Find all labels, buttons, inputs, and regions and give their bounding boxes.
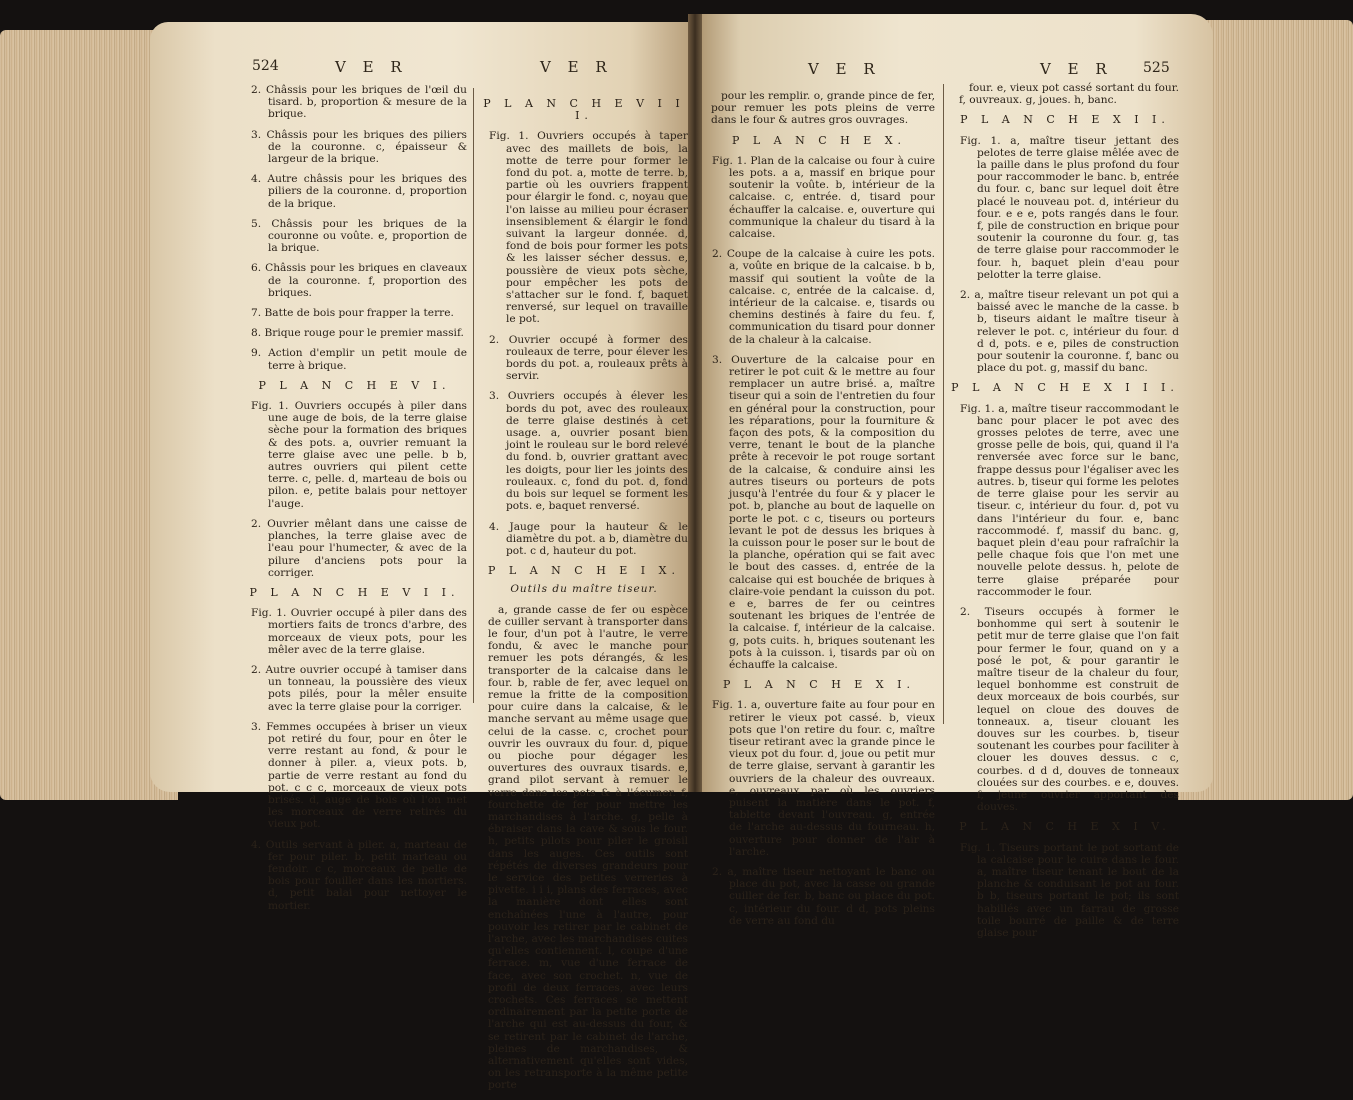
plate-heading: P L A N C H E X. <box>731 133 907 147</box>
paragraph: pour les remplir. o, grande pince de fer, pour remuer les pots pleins de verre dans le four & autres gros ouvrages. <box>711 90 935 127</box>
figure-entry: 4. Autre châssis pour les briques des piliers de la couronne. d, proportion de la brique. <box>251 173 467 210</box>
figure-entry: Fig. 1. Plan de la calcaise ou four à cuire les pots. a a, massif en brique pour soutenir la voûte. b, intérieur de la calcaise. c, entrée. d, tisard pour échauffer la calcaise. e, ouverture qui communique la chaleur du tisard à la calcaise. <box>712 154 935 241</box>
figure-entry: 2. Ouvrier occupé à former des rouleaux de terre, pour élever les bords du pot. a, rouleaux prêts à servir. <box>489 333 688 383</box>
figure-entry: 2. a, maître tiseur relevant un pot qui a baissé avec le manche de la casse. b b, tiseurs aidant le maître tiseur à relever le pot. c, intérieur du four. d d d, pots. e e, piles de construction pour soutenir la couronne. f, banc ou place du pot. g, massif du banc. <box>960 289 1179 375</box>
figure-entry: 3. Ouverture de la calcaise pour en retirer le pot cuit & le mettre au four remplacer un autre brisé. a, maître tiseur qui a soin de l'entretien du four en général pour la construction, pour les réparations, pour la fourniture & façon des pots, & la composition du verre, tenant le bout de la planche prête à recevoir le pot rouge sortant de la calcaise, & conduire ainsi les autres tiseurs ou porteurs de pots jusqu'à l'entrée du four & y placer le pot. b, planche au bout de laquelle on porte le pot. c c, tiseurs ou porteurs levant le pot de dessus les briques à la cuisson pour le poser sur le bout de la planche, opération qui se fait avec le bout des casses. d, entrée de la calcaise qui est bouchée de briques à claire-voie pendant la cuisson du pot. e e, barres de fer ou ceintres soutenant les briques de l'entrée de la calcaise. f, intérieur de la calcaise. g, pots cuits. h, briques soutenant les pots à la cuisson. i, tisards par où on échauffe la calcaise. <box>712 353 935 671</box>
figure-entry: 2. a, maître tiseur nettoyant le banc ou place du pot, avec la casse ou grande cuiller de fer. b, banc ou place du pot. c, intérieur du four. d d, pots pleins de verre au fond du <box>712 865 935 927</box>
left-page-column-2 <box>480 92 688 1100</box>
figure-entry: 9. Action d'emplir un petit moule de terre à brique. <box>251 347 467 372</box>
paragraph: a, grande casse de fer ou espèce de cuiller servant à transporter dans le four, d'un pot à l'autre, le verre fondu, & avec le manche pour remuer les pots dérangés, & les transporter de la calcaise dans le four. b, rable de fer, avec lequel on remue la fritte de la composition pour cuire dans la calcaise, & le manche servant au même usage que celui de la casse. c, crochet pour ouvrir les ouvraux du four. d, pique ou pioche pour dégager les ouvertures des ouvraux tisards. e, grand pilot servant à remuer le verre dans les pots & à l'écumer. f, fourchette de fer pour mettre les marchandises à l'arche. g, pelle à ébraiser dans la cave & sous le four. h, petits pilots pour piler le groisil dans les auges. Ces outils sont répétés de diverses grandeurs pour le service des petites verreries à pivette. i i i, plans des ferraces, avec la manière dont elles sont enchaînées l'une à l'autre, pour pouvoir les retirer par le cabinet de l'arche, avec les marchandises cuites qu'elles contiennent. l, coupe d'une ferrace. m, vue d'une ferrace de face, avec son crochet. n, vue de profil de deux ferraces, avec leurs crochets. Ces ferraces se mettent ordinairement par la petite porte de l'arche qui est au-dessus du four, & se retirent par le cabinet de l'arche, pleines de marchandises, & alternativement qu'elles sont vides, on les retransporte à la même petite porte <box>488 603 688 1092</box>
figure-entry: Fig. 1. Ouvrier occupé à piler dans des mortiers faits de troncs d'arbre, des morceaux de vieux pots, pour les mêler avec de la terre glaise. <box>251 607 467 656</box>
figure-entry: Fig. 1. Ouvriers occupés à taper avec des maillets de bois, la motte de terre pour former le fond du pot. a, motte de terre. b, partie où les ouvriers frappent pour élargir le fond. c, noyau que l'on laisse au milieu pour écraser insensiblement & élargir le fond suivant la largeur donnée. d, fond de bois pour former les pots & les laisser sécher dessus. e, poussière de vieux pots sèche, pour empêcher les pots de s'attacher sur le fond. f, baquet renversé, sur lequel on travaille le pot. <box>489 130 688 326</box>
figure-entry: Fig. 1. a, maître tiseur raccommodant le banc pour placer le pot avec des grosses pelotes de terre, avec une grosse pelle de bois, qui, quand il l'a renversée avec force sur le banc, frappe dessus pour l'égaliser avec les autres. b, tiseur qui forme les pelotes de terre glaise pour les servir au tiseur. c, intérieur du four. d, pot vu dans l'intérieur du four. e, banc raccommodé. f, massif du banc. g, baquet plein d'eau pour rafraîchir la pelle chaque fois que l'on met une nouvelle pelote dessus. h, pelote de terre glaise préparée pour raccommoder le four. <box>960 402 1180 598</box>
left-page <box>150 22 695 1092</box>
right-page <box>693 14 1213 939</box>
figure-entry: 4. Jauge pour la hauteur & le diamètre du pot. a b, diamètre du pot. c d, hauteur du pot. <box>489 520 688 557</box>
figure-entry: Fig. 1. a, ouverture faite au four pour en retirer le vieux pot cassé. b, vieux pots que l'on retire du four. c, maître tiseur retirant avec la grande pince le vieux pot du four. d, joue ou petit mur de terre glaise, servant à garantir les ouvriers de la chaleur des ouvreaux. e, ouvreaux par où les ouvriers puisent la matière dans le pot. f, tablette devant l'ouvreau. g, entrée de l'arche au-dessus du fourneau. h, ouverture pour donner de l'air à l'arche. <box>712 699 935 858</box>
plate-heading: P L A N C H E I X. <box>488 564 680 578</box>
plate-heading: P L A N C H E X I V. <box>959 820 1171 834</box>
figure-entry: 5. Châssis pour les briques de la couronne ou voûte. e, proportion de la brique. <box>251 217 467 255</box>
section-subtitle: Outils du maître tiseur. <box>510 583 658 596</box>
book-gutter <box>688 14 702 792</box>
figure-entry: Fig. 1. Tiseurs portant le pot sortant de la calcaise pour le cuire dans le four. a, maître tiseur tenant le bout de la planche & conduisant le pot au four. b b, tiseurs portant le pot; ils sont habillés avec un farrau de grosse toile bourré de paille & de terre glaise pour <box>960 841 1179 939</box>
plate-heading: P L A N C H E V I I. <box>249 585 460 599</box>
plate-heading: P L A N C H E X I I. <box>960 113 1170 127</box>
figure-entry: 3. Châssis pour les briques des piliers de la couronne. c, épaisseur & largeur de la brique. <box>251 128 467 166</box>
figure-entry: 2. Tiseurs occupés à former le bonhomme qui sert à soutenir le petit mur de terre glaise que l'on fait pour fermer le four, quand on y a posé le pot, & pour garantir le maître tiseur de la chaleur du four, lequel bonhomme est construit de deux morceaux de bois courbés, sur lequel on cloue des douves de tonneaux. a, tiseur clouant les douves sur les courbes. b, tiseur soutenant les courbes pour faciliter à clouer les douves dessus. c c, courbes. d d d, douves de tonneaux clouées sur des courbes. e e, douves. f, jeune ouvrier apportant des douves. <box>960 605 1179 814</box>
figure-entry: 2. Ouvrier mêlant dans une caisse de planches, la terre glaise avec de l'eau pour l'humecter, & avec de la pilure d'anciens pots pour la corriger. <box>251 517 467 579</box>
right-page-column-2 <box>951 82 1179 947</box>
column-rule <box>473 88 474 703</box>
left-running-head-col2: V E R <box>540 58 613 76</box>
figure-entry: Fig. 1. Ouvriers occupés à piler dans une auge de bois, de la terre glaise sèche pour la formation des briques & des pots. a, ouvrier remuant la terre glaise avec une pelle. b b, autres ouvriers qui pilent cette terre. c, pelle. d, marteau de bois ou pilon. e, petite balais pour nettoyer l'auge. <box>251 400 467 510</box>
right-running-head-col2: V E R <box>1040 60 1113 78</box>
figure-entry: 2. Coupe de la calcaise à cuire les pots. a, voûte en brique de la calcaise. b b, massif qui soutient la voûte de la calcaise. c, entrée de la calcaise. d, intérieur de la calcaise. e, tisards ou chemins destinés à faire du feu. f, communication du tisard pour donner de la chaleur à la calcaise. <box>712 248 935 346</box>
figure-entry: 4. Outils servant à piler. a, marteau de fer pour piler. b, petit marteau ou fendoir. c c, morceaux de pelle de bois pour fouiller dans les mortiers. d, petit balai pour nettoyer le mortier. <box>251 838 467 912</box>
right-page-number: 525 <box>1143 60 1170 76</box>
column-rule <box>943 84 944 724</box>
plate-heading: P L A N C H E V I I I. <box>483 97 685 123</box>
figure-entry: 2. Autre ouvrier occupé à tamiser dans un tonneau, la poussière des vieux pots pilés, pour la mêler ensuite avec la terre glaise pour la corriger. <box>251 663 467 713</box>
figure-entry: 7. Batte de bois pour frapper la terre. <box>251 307 454 320</box>
plate-heading: P L A N C H E V I. <box>258 378 451 392</box>
left-running-head: V E R <box>335 58 408 76</box>
figure-entry: 3. Ouvriers occupés à élever les bords du pot, avec des rouleaux de terre glaise destinés à cet usage. a, ouvrier posant bien joint le rouleau sur le bord relevé du fond. b, ouvrier grattant avec les doigts, pour lier les joints des rouleaux. c, fond du pot. d, fond du bois sur lequel se forment les pots. e, baquet renversé. <box>489 390 688 513</box>
figure-entry: 2. Châssis pour les briques de l'œil du tisard. b, proportion & mesure de la brique. <box>251 84 467 121</box>
paragraph: four. e, vieux pot cassé sortant du four. f, ouvreaux. g, joues. h, banc. <box>959 82 1179 107</box>
figure-entry: Fig. 1. a, maître tiseur jettant des pelotes de terre glaise mêlée avec de la paille dans le plus profond du four pour raccommoder le banc. b, entrée du four. c, banc sur lequel doit être placé le nouveau pot. d, intérieur du four. e e e, pots rangés dans le four. f, pile de construction en brique pour soutenir la couronne du four. g, tas de terre glaise pour raccommoder le four. h, baquet plein d'eau pour pelotter la terre glaise. <box>960 134 1179 281</box>
figure-entry: 3. Femmes occupées à briser un vieux pot retiré du four, pour en ôter le verre restant au fond, & pour le donner à piler. a, vieux pots. b, partie de verre restant au fond du pot. c c c, morceaux de vieux pots brisés. d, auge de bois où l'on met les morceaux de verre retirés du vieux pot. <box>251 720 467 831</box>
figure-entry: 8. Brique rouge pour le premier massif. <box>251 327 464 340</box>
plate-heading: P L A N C H E X I I I. <box>951 381 1179 395</box>
figure-entry: 6. Châssis pour les briques en claveaux de la couronne. f, proportion des briques. <box>251 262 467 299</box>
left-page-column-1 <box>242 84 467 920</box>
right-page-column-1 <box>703 90 935 935</box>
plate-heading: P L A N C H E X I. <box>723 678 915 692</box>
right-running-head: V E R <box>808 60 881 78</box>
left-page-number: 524 <box>252 58 279 74</box>
